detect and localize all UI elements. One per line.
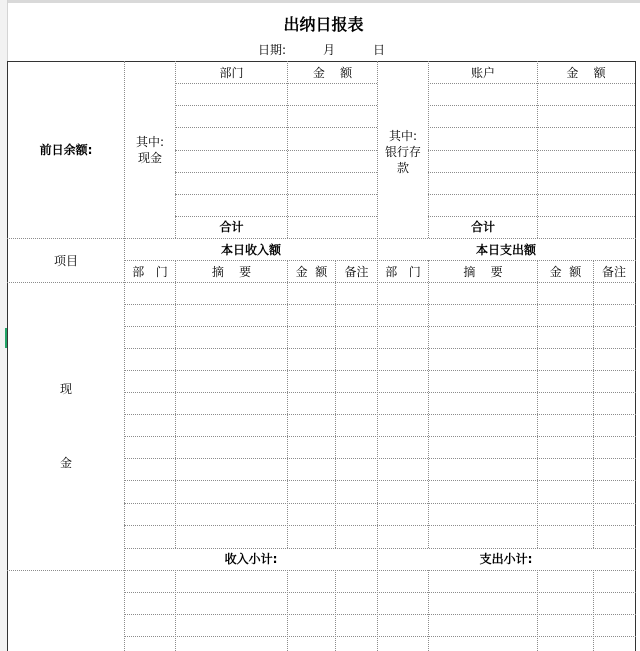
grid-line-horizontal	[428, 83, 635, 84]
grid-line-vertical	[635, 61, 636, 651]
col-expense-amount: 金 额	[549, 264, 582, 279]
grid-line-horizontal	[124, 480, 636, 481]
grid-line-horizontal	[124, 636, 636, 637]
grid-line-horizontal	[124, 525, 636, 526]
income-header: 本日收入额	[220, 242, 281, 257]
col-income-department: 部 门	[132, 264, 168, 279]
cash-label-1: 现	[59, 382, 72, 396]
previous-balance-label: 前日余额:	[39, 143, 93, 157]
grid-line-vertical	[428, 570, 429, 651]
bank-group-label-line1: 其中:	[388, 129, 418, 143]
col-income-remark: 备注	[344, 264, 369, 279]
col-income-amount: 金 额	[295, 264, 328, 279]
date-month: 月	[323, 43, 336, 57]
cash-group-label-line2: 现金	[137, 151, 162, 165]
grid-line-horizontal	[428, 194, 635, 195]
grid-line-horizontal	[7, 570, 636, 571]
grid-line-vertical	[175, 61, 176, 238]
grid-line-vertical	[335, 570, 336, 651]
grid-line-horizontal	[124, 392, 636, 393]
bank-group-label-line2: 银行存	[384, 145, 421, 159]
col-amount-bank: 金 额	[566, 65, 606, 80]
grid-line-horizontal	[428, 172, 635, 173]
subtotal-bank: 合计	[470, 220, 495, 234]
grid-line-horizontal	[124, 414, 636, 415]
grid-line-horizontal	[175, 105, 377, 106]
grid-line-vertical	[537, 61, 538, 238]
col-income-summary: 摘 要	[211, 264, 252, 279]
grid-line-vertical	[287, 61, 288, 238]
grid-line-horizontal	[175, 83, 377, 84]
grid-line-horizontal	[428, 127, 635, 128]
col-department: 部门	[219, 65, 244, 80]
report-title: 出纳日报表	[283, 15, 364, 34]
grid-line-horizontal	[124, 304, 636, 305]
cash-label-2: 金	[59, 456, 72, 470]
col-account: 账户	[470, 65, 495, 80]
grid-line-horizontal	[124, 348, 636, 349]
cash-group-label-line1: 其中:	[135, 135, 165, 149]
date-day: 日	[373, 43, 386, 57]
grid-line-horizontal	[124, 614, 636, 615]
item-label: 项目	[53, 253, 78, 268]
grid-line-horizontal	[428, 105, 635, 106]
expense-header: 本日支出额	[475, 242, 536, 257]
grid-line-horizontal	[175, 194, 377, 195]
grid-line-horizontal	[175, 127, 377, 128]
col-amount: 金 额	[312, 65, 353, 80]
col-expense-remark: 备注	[601, 264, 626, 279]
col-expense-summary: 摘 要	[463, 264, 503, 279]
grid-line-horizontal	[124, 458, 636, 459]
sheet-column-header-strip	[0, 0, 640, 3]
grid-line-horizontal	[124, 326, 636, 327]
grid-line-horizontal	[428, 150, 635, 151]
grid-line-horizontal	[124, 436, 636, 437]
subtotal-cash: 合计	[219, 220, 244, 234]
grid-line-vertical	[175, 570, 176, 651]
grid-line-horizontal	[124, 503, 636, 504]
grid-line-vertical	[287, 570, 288, 651]
bank-group-label-line3: 款	[396, 161, 409, 175]
expense-subtotal: 支出小计:	[479, 552, 533, 566]
col-expense-department: 部 门	[385, 264, 421, 279]
grid-line-horizontal	[175, 172, 377, 173]
grid-line-horizontal	[7, 282, 636, 283]
grid-line-horizontal	[175, 150, 377, 151]
grid-line-vertical	[428, 61, 429, 238]
grid-line-vertical	[537, 570, 538, 651]
income-subtotal: 收入小计:	[224, 552, 278, 566]
grid-line-horizontal	[124, 370, 636, 371]
date-label: 日期:	[258, 43, 287, 57]
grid-line-vertical	[593, 570, 594, 651]
grid-line-horizontal	[124, 592, 636, 593]
